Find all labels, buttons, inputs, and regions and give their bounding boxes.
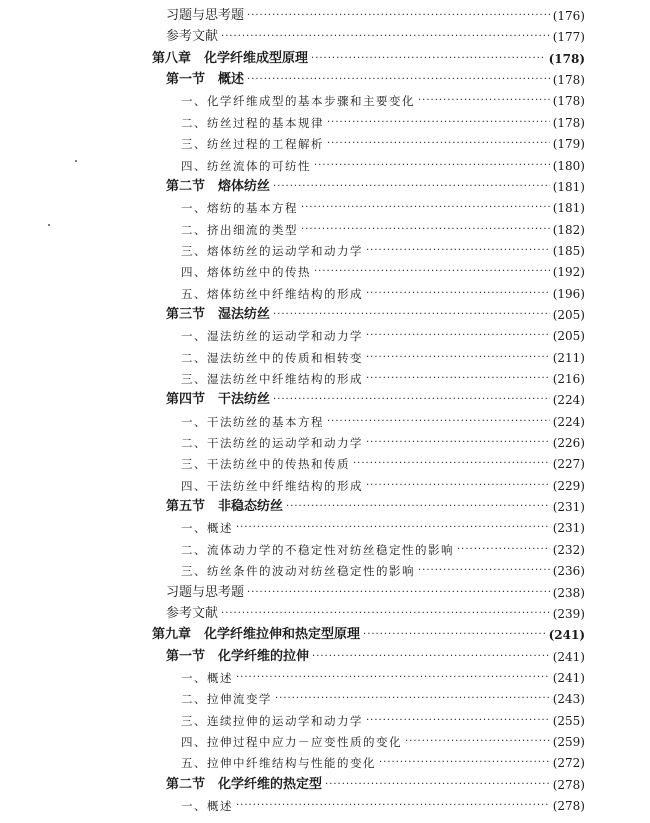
toc-entry <box>181 709 585 729</box>
dot-leader <box>301 200 550 216</box>
dot-leader <box>312 649 550 665</box>
toc-entry <box>181 794 585 814</box>
toc-entry-page: (224) <box>552 393 585 408</box>
toc-entry-title: 第九章 化学纤维拉伸和热定型原理 <box>152 627 361 643</box>
toc-entry-page: (192) <box>552 265 585 280</box>
dot-leader <box>418 563 550 579</box>
toc-entry-title: 第一节 概述 <box>166 72 245 88</box>
dot-leader <box>247 8 550 24</box>
dot-leader <box>221 29 550 45</box>
toc-entry-title: 二、湿法纺丝中的传质和相转变 <box>181 350 363 365</box>
toc-entry-page: (176) <box>552 9 585 23</box>
toc-entry-page: (255) <box>552 713 585 728</box>
toc-entry <box>166 773 585 793</box>
toc-entry <box>166 175 585 195</box>
toc-entry-title: 一、湿法纺丝的运动学和动力学 <box>181 329 363 344</box>
dot-leader <box>327 414 550 430</box>
toc-entry <box>181 260 585 280</box>
toc-entry-page: (231) <box>552 521 585 536</box>
dot-leader <box>247 72 550 88</box>
toc-entry <box>181 666 585 686</box>
toc-entry-title: 一、概述 <box>181 799 233 813</box>
dot-leader <box>379 755 550 771</box>
toc-entry-title: 一、干法纺丝的基本方程 <box>181 414 324 429</box>
toc-entry-title: 第八章 化学纤维成型原理 <box>152 50 309 66</box>
toc-entry <box>166 602 585 622</box>
dot-leader <box>236 798 550 814</box>
toc-entry-page: (205) <box>552 307 585 322</box>
toc-entry <box>166 495 585 515</box>
dot-leader <box>236 520 550 536</box>
toc-entry-page: (205) <box>552 329 585 344</box>
toc-entry <box>181 282 585 302</box>
dot-leader <box>363 627 546 643</box>
toc-entry <box>181 474 585 494</box>
toc-entry-page: (241) <box>552 649 585 664</box>
toc-entry-page: (238) <box>552 585 585 600</box>
dot-leader <box>366 713 550 729</box>
toc-entry <box>181 431 585 451</box>
toc-entry <box>166 581 585 601</box>
dot-leader <box>366 350 550 366</box>
toc-entry-page: (278) <box>552 799 585 813</box>
toc-entry-title: 第三节 湿法纺丝 <box>166 306 271 322</box>
toc-entry <box>181 111 585 131</box>
dot-leader <box>457 542 550 558</box>
toc-entry-title: 二、挤出细流的类型 <box>181 222 298 237</box>
toc-entry-title: 习题与思考题 <box>166 8 245 23</box>
toc-entry-page: (227) <box>552 457 585 472</box>
toc-entry-page: (231) <box>552 500 585 515</box>
dot-leader <box>418 93 550 109</box>
toc-entry-page: (259) <box>552 734 585 749</box>
dot-leader <box>286 499 550 515</box>
dot-leader <box>314 158 550 174</box>
scan-speck <box>75 160 77 162</box>
toc-entry-title: 二、拉伸流变学 <box>181 692 272 707</box>
toc-entry <box>181 196 585 216</box>
toc-entry-title: 四、干法纺丝中纤维结构的形成 <box>181 478 363 493</box>
dot-leader <box>301 222 550 238</box>
toc-entry-page: (179) <box>552 137 585 152</box>
toc-entry-title: 三、熔体纺丝的运动学和动力学 <box>181 243 363 258</box>
dot-leader <box>247 585 550 601</box>
toc-entry-page: (224) <box>552 414 585 429</box>
toc-entry-title: 二、干法纺丝的运动学和动力学 <box>181 436 363 450</box>
toc-entry-page: (182) <box>552 222 585 237</box>
scan-speck <box>48 224 50 226</box>
toc-entry <box>181 730 585 750</box>
toc-entry-title: 习题与思考题 <box>166 584 245 600</box>
dot-leader <box>273 179 550 195</box>
toc-entry-page: (178) <box>552 115 585 130</box>
dot-leader <box>275 691 550 707</box>
toc-entry <box>166 388 585 408</box>
toc-entry <box>181 346 585 366</box>
toc-entry-title: 参考文献 <box>166 29 219 45</box>
toc-entry-title: 二、流体动力学的不稳定性对纺丝稳定性的影响 <box>181 542 454 557</box>
toc-entry-page: (178) <box>548 51 585 66</box>
toc-entry-page: (216) <box>552 372 585 386</box>
toc-entry <box>166 303 585 323</box>
dot-leader <box>366 328 550 344</box>
toc-entry-page: (232) <box>552 542 585 557</box>
toc-entry-page: (236) <box>552 564 585 579</box>
toc-entry-title: 五、熔体纺丝中纤维结构的形成 <box>181 286 363 301</box>
toc-entry-title: 二、纺丝过程的基本规律 <box>181 115 324 130</box>
toc-entry-title: 三、湿法纺丝中纤维结构的形成 <box>181 372 363 386</box>
toc-entry <box>181 89 585 109</box>
toc-entry <box>166 25 585 45</box>
dot-leader <box>314 264 550 280</box>
toc-entry <box>181 751 585 771</box>
toc-entry-title: 三、纺丝过程的工程解析 <box>181 137 324 152</box>
dot-leader <box>353 456 550 472</box>
toc-entry-title: 第二节 熔体纺丝 <box>166 178 271 194</box>
dot-leader <box>366 371 550 387</box>
toc-entry-page: (181) <box>552 201 585 216</box>
toc-entry-page: (181) <box>552 179 585 194</box>
dot-leader <box>221 606 550 622</box>
toc-entry-page: (272) <box>552 756 585 771</box>
toc-entry <box>181 687 585 707</box>
dot-leader <box>366 243 550 259</box>
toc-entry-title: 参考文献 <box>166 605 219 621</box>
toc-entry-title: 三、纺丝条件的波动对纺丝稳定性的影响 <box>181 564 415 579</box>
toc-entry <box>181 516 585 536</box>
dot-leader <box>327 115 550 131</box>
dot-leader <box>366 478 550 494</box>
toc-entry-page: (196) <box>552 286 585 301</box>
toc-entry <box>166 4 585 24</box>
dot-leader <box>366 435 550 451</box>
toc-entry-page: (178) <box>552 94 585 109</box>
toc-entry <box>181 410 585 430</box>
toc-entry <box>181 367 585 387</box>
toc-entry-page: (185) <box>552 243 585 258</box>
toc-entry <box>152 47 585 67</box>
toc-entry-page: (226) <box>552 436 585 450</box>
toc-entry-title: 第二节 化学纤维的热定型 <box>166 776 323 792</box>
toc-entry-title: 五、拉伸中纤维结构与性能的变化 <box>181 756 376 771</box>
toc-entry-title: 三、连续拉伸的运动学和动力学 <box>181 713 363 728</box>
toc-entry-page: (278) <box>552 777 585 792</box>
toc-entry-page: (241) <box>548 628 585 643</box>
dot-leader <box>311 51 546 67</box>
toc-entry-page: (180) <box>552 158 585 173</box>
toc-entry-title: 一、熔纺的基本方程 <box>181 201 298 216</box>
toc-entry-title: 第五节 非稳态纺丝 <box>166 499 284 515</box>
toc-entry-title: 三、干法纺丝中的传热和传质 <box>181 457 350 472</box>
toc-entry <box>181 239 585 259</box>
toc-entry-title: 第一节 化学纤维的拉伸 <box>166 648 310 664</box>
toc-entry <box>166 645 585 665</box>
toc-entry-page: (177) <box>552 30 585 45</box>
toc-entry-title: 一、概述 <box>181 670 233 685</box>
toc-entry-page: (178) <box>552 73 585 88</box>
toc-entry-page: (229) <box>552 478 585 493</box>
dot-leader <box>273 392 550 408</box>
dot-leader <box>236 670 550 686</box>
toc-entry <box>181 559 585 579</box>
toc-entry <box>181 132 585 152</box>
toc-entry-page: (243) <box>552 692 585 707</box>
dot-leader <box>366 286 550 302</box>
toc-entry <box>166 68 585 88</box>
dot-leader <box>325 777 550 793</box>
toc-entry-page: (239) <box>552 606 585 621</box>
toc-entry-title: 四、拉伸过程中应力－应变性质的变化 <box>181 734 402 749</box>
toc-entry-title: 第四节 干法纺丝 <box>166 392 271 408</box>
dot-leader <box>405 734 550 750</box>
toc-entry-page: (211) <box>552 350 585 365</box>
toc-entry <box>181 154 585 174</box>
toc-entry <box>181 324 585 344</box>
dot-leader <box>273 307 550 323</box>
toc-entry <box>181 218 585 238</box>
toc-entry-title: 四、熔体纺丝中的传热 <box>181 265 311 280</box>
toc-entry-title: 一、概述 <box>181 521 233 536</box>
toc-entry <box>181 538 585 558</box>
toc-entry <box>152 623 585 643</box>
toc-entry-page: (241) <box>552 670 585 685</box>
toc-entry <box>181 452 585 472</box>
toc-entry-title: 四、纺丝流体的可纺性 <box>181 158 311 173</box>
toc-entry-title: 一、化学纤维成型的基本步骤和主要变化 <box>181 94 415 109</box>
dot-leader <box>327 136 550 152</box>
